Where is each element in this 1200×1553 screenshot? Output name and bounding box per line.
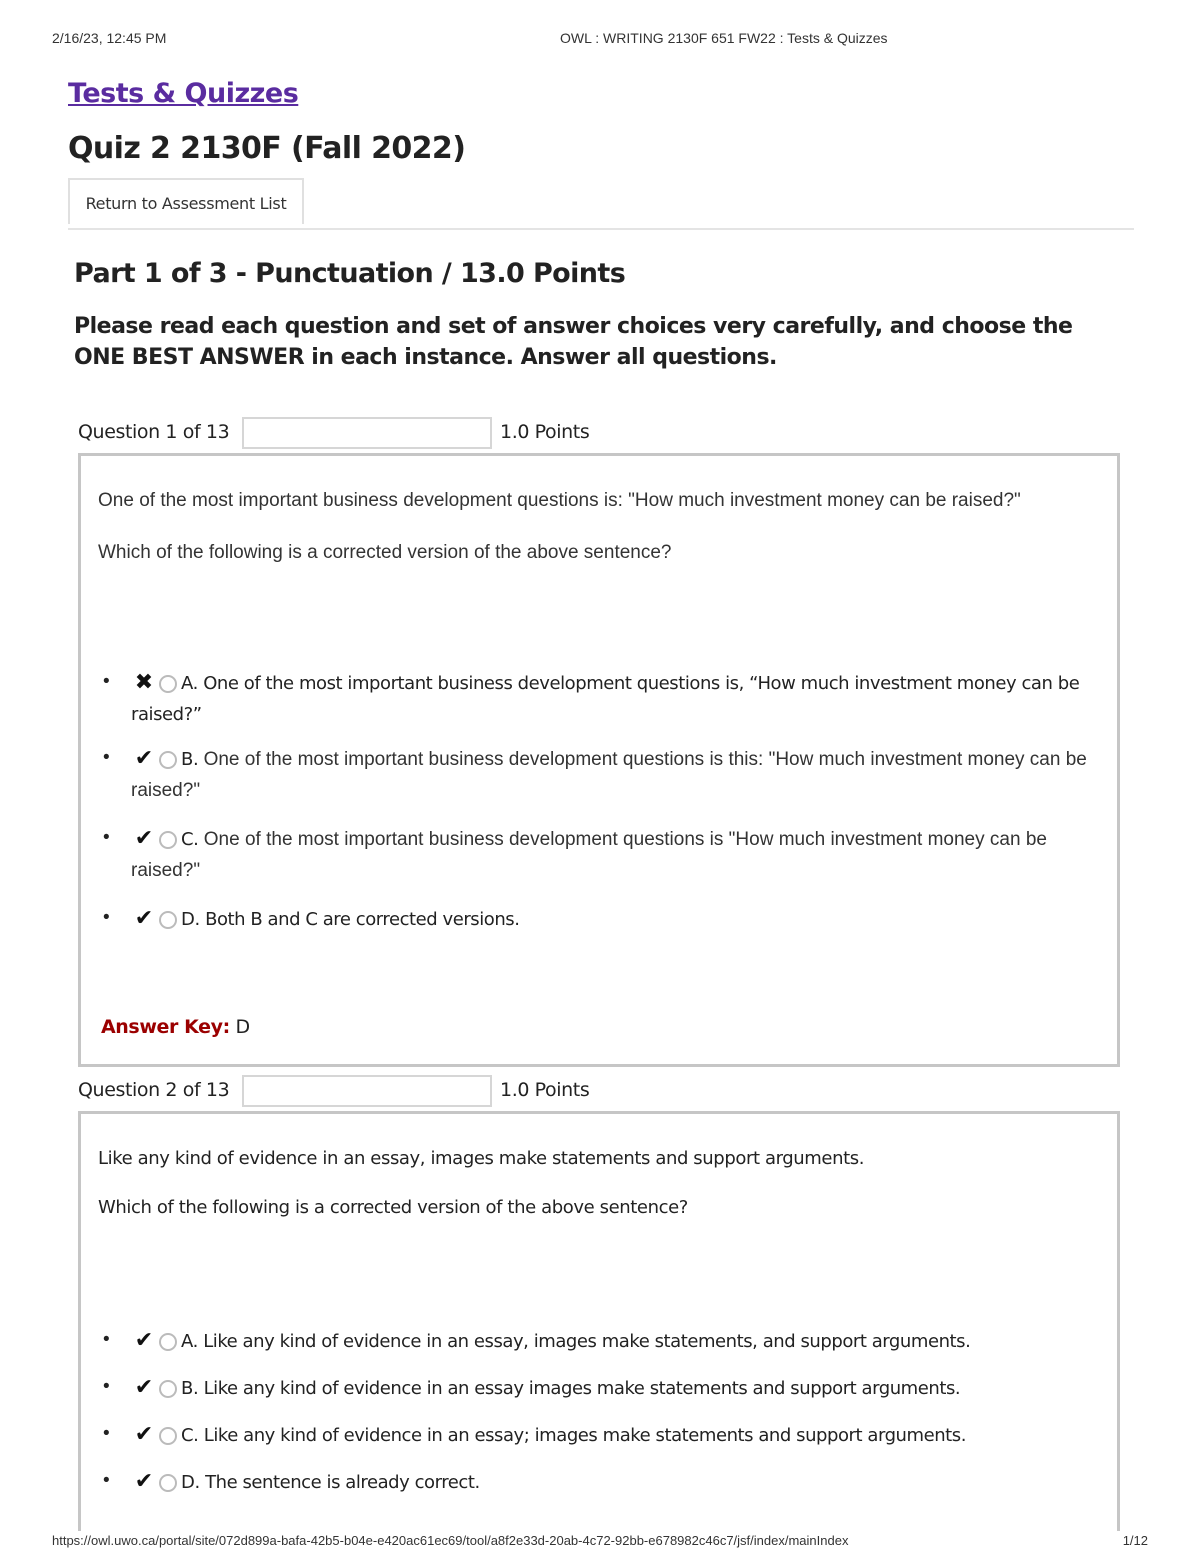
answer-option[interactable] (101, 822, 1091, 902)
page-number: 1/12 (1122, 1533, 1148, 1548)
question-prompt: Which of the following is a corrected version of the above sentence? (98, 1197, 688, 1218)
answer-key (101, 1016, 250, 1038)
question-header (78, 417, 1134, 453)
print-page-title: OWL : WRITING 2130F 651 FW22 : Tests & Quizzes (560, 30, 888, 46)
incorrect-x-icon: ✖ (134, 669, 154, 694)
radio-button[interactable] (159, 831, 177, 849)
answer-text: One of the most important business development questions is, “How much investment money can be raised?” (131, 673, 1080, 725)
tests-quizzes-link[interactable]: Tests & Quizzes (68, 78, 299, 109)
question-score-box (242, 417, 492, 449)
bullet-icon: • (103, 671, 110, 692)
question-points: 1.0 Points (500, 1079, 590, 1101)
check-icon: ✔ (134, 1374, 154, 1399)
answer-letter: A. (181, 1331, 198, 1352)
answer-letter: D. (181, 1472, 200, 1493)
radio-button[interactable] (159, 1427, 177, 1445)
radio-button[interactable] (159, 911, 177, 929)
check-icon: ✔ (134, 905, 154, 930)
answer-text: The sentence is already correct. (205, 1472, 480, 1493)
radio-button[interactable] (159, 1333, 177, 1351)
question-prompt: Which of the following is a corrected version of the above sentence? (98, 542, 672, 563)
return-to-assessment-list-button[interactable]: Return to Assessment List (68, 178, 304, 224)
answer-text: Both B and C are corrected versions. (205, 909, 520, 930)
question-text: Like any kind of evidence in an essay, images make statements and support arguments. (98, 1148, 865, 1169)
bullet-icon: • (103, 1470, 110, 1491)
radio-button[interactable] (159, 1474, 177, 1492)
question-label: Question 2 of 13 (78, 1079, 230, 1101)
answer-text: One of the most important business development questions is this: "How much investment money can be raised?" (131, 749, 1087, 801)
answer-option[interactable] (101, 1418, 1091, 1465)
answer-letter: D. (181, 909, 200, 930)
answer-option[interactable] (101, 1465, 1091, 1498)
answer-letter: A. (181, 673, 198, 694)
check-icon: ✔ (134, 1468, 154, 1493)
bullet-icon: • (103, 827, 110, 848)
question-points: 1.0 Points (500, 421, 590, 443)
bullet-icon: • (103, 1423, 110, 1444)
answer-text: Like any kind of evidence in an essay; images make statements and support arguments. (203, 1425, 966, 1446)
print-date: 2/16/23, 12:45 PM (52, 30, 167, 46)
answer-option[interactable] (101, 742, 1091, 822)
answer-letter: C. (181, 829, 199, 850)
radio-button[interactable] (159, 675, 177, 693)
radio-button[interactable] (159, 751, 177, 769)
check-icon: ✔ (134, 1421, 154, 1446)
answer-option[interactable] (101, 1324, 1091, 1371)
radio-button[interactable] (159, 1380, 177, 1398)
bullet-icon: • (103, 747, 110, 768)
answer-key-value: D (235, 1016, 250, 1038)
main-content (68, 78, 1134, 1531)
answer-text: One of the most important business development questions is "How much investment money can be raised?" (131, 829, 1047, 881)
answer-letter: B. (181, 749, 199, 770)
nav-tabs (68, 178, 1134, 230)
part-instructions: Please read each question and set of answer choices very carefully, and choose the ONE BEST ANSWER in each instance. Answer all questions. (74, 314, 1073, 370)
question-header (78, 1075, 1134, 1111)
answer-letter: B. (181, 1378, 199, 1399)
question-panel (78, 1111, 1120, 1531)
question-panel (78, 453, 1120, 1067)
quiz-title: Quiz 2 2130F (Fall 2022) (68, 131, 466, 166)
check-icon: ✔ (134, 1327, 154, 1352)
bullet-icon: • (103, 1329, 110, 1350)
answer-letter: C. (181, 1425, 199, 1446)
check-icon: ✔ (134, 825, 154, 850)
answer-key-label: Answer Key: (101, 1016, 230, 1038)
print-footer (52, 1533, 1148, 1551)
answer-option[interactable] (101, 666, 1091, 742)
part-title: Part 1 of 3 - Punctuation / 13.0 Points (74, 258, 626, 289)
bullet-icon: • (103, 1376, 110, 1397)
answer-option[interactable] (101, 902, 1091, 935)
answer-text: Like any kind of evidence in an essay, images make statements, and support arguments. (203, 1331, 971, 1352)
answer-list (101, 666, 1091, 935)
question-score-box (242, 1075, 492, 1107)
answer-text: Like any kind of evidence in an essay images make statements and support arguments. (203, 1378, 961, 1399)
question-text: One of the most important business development questions is: "How much investment money can be raised?" (98, 490, 1021, 511)
question-label: Question 1 of 13 (78, 421, 230, 443)
answer-list (101, 1324, 1091, 1498)
print-header (52, 30, 1148, 50)
check-icon: ✔ (134, 745, 154, 770)
answer-option[interactable] (101, 1371, 1091, 1418)
bullet-icon: • (103, 907, 110, 928)
print-url: https://owl.uwo.ca/portal/site/072d899a-bafa-42b5-b04e-e420ac61ec69/tool/a8f2e33d-20ab-4c72-92bb-e678982c46c7/jsf/index/mainIndex (52, 1533, 849, 1548)
